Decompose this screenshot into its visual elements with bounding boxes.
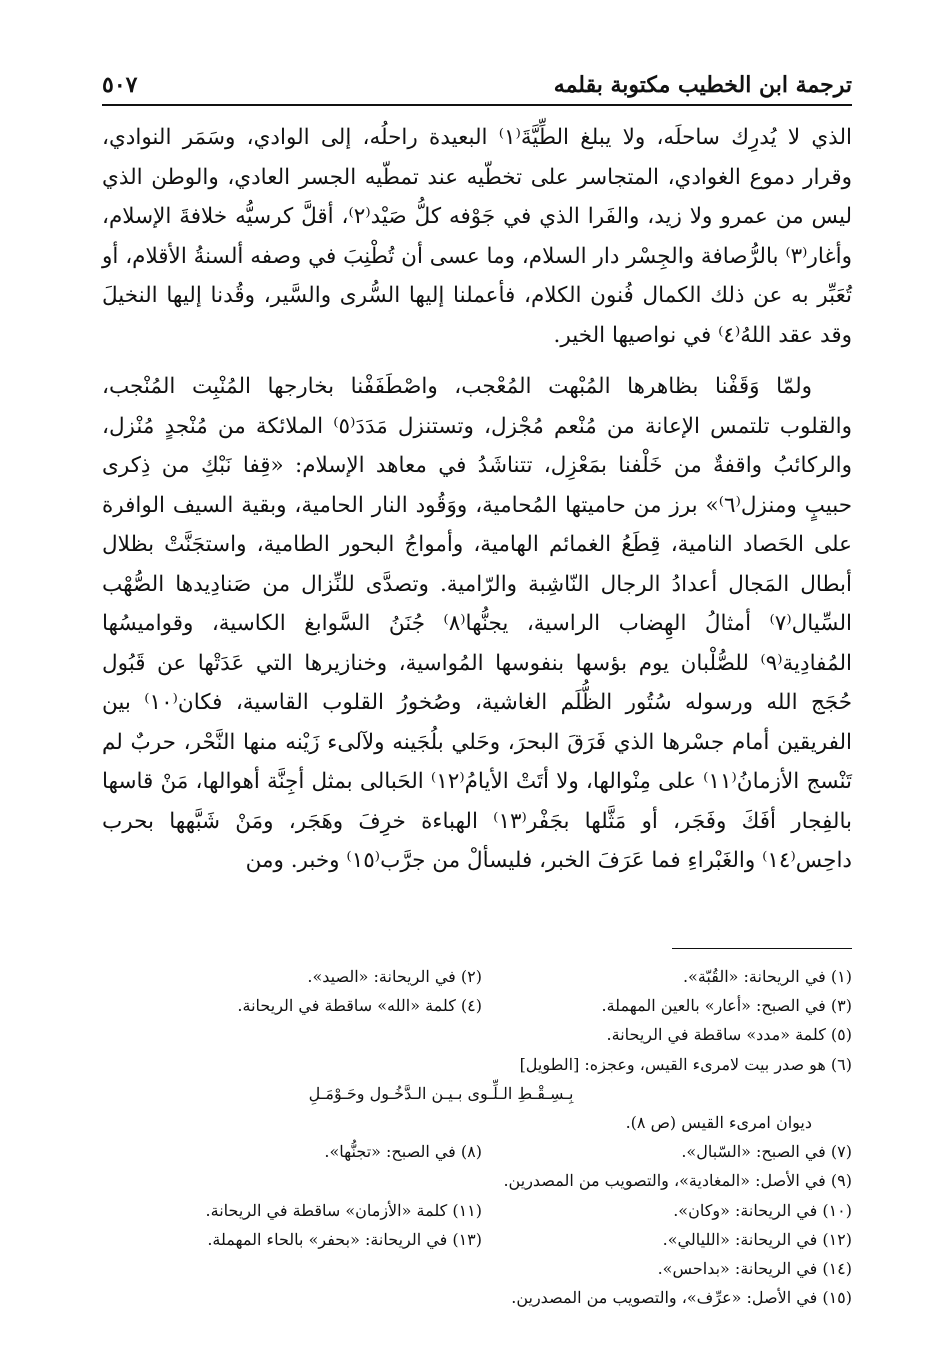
footnote-1: (١) في الريحانة: «القُبّة».: [682, 967, 852, 986]
footnote-15: (١٥) في الأصل: «عرِّف»، والتصويب من المصدرين.: [511, 1288, 852, 1308]
main-text: [102, 118, 852, 881]
footnote-12: (١٢) في الريحانة: «الليالي».: [662, 1229, 852, 1249]
running-title: ترجمة ابن الخطيب مكتوبة بقلمه: [553, 72, 852, 98]
paragraph-2: ولمّا وَقَفْنا بظاهرها المُبْهت المُعْجب، واصْطَفَفْنا بخارجها المُنْبِت المُنْجب، والقلوب تلتمس الإعانة من مُنْعم مُجْزل، وتستنزل مَدَدَ⁽٥⁾ الملائكة من مُنْجدٍ مُنْزل، والركائبُ واقفةٌ من خَلْفنا بمَعْزِل، تتناشَدُ في معاهد الإسلام: «قِفا نَبْكِ من ذِكرى حبيبٍ ومنزل⁽٦⁾» برز من حاميتها المُحامية، ووَقُود النار الحامية، وبقية السيف الوافرة على الحَصاد النامية، قِطَعُ الغمائم الهامية، وأمواجُ البحور الطامية، واستجَنَّتْ بظلال أبطال المَجال أعدادُ الرجال النّاشِبة والرّامية. وتصدَّى للنِّزال من صَنادِيدها الصُّهْب السِّيال⁽٧⁾ أمثالُ الهِضاب الراسية، يجنُّها⁽٨⁾ جُنَنُ السَّوابغ الكاسية، وقواميسُها المُفادِية⁽٩⁾ للصُّلْبان يوم بؤسها بنفوسها المُواسية، وخنازيرها التي عَدَتْها عن قَبُول حُجَج الله ورسوله سُتُور الظُّلَم الغاشية، وصُخورُ القلوب القاسية، فكان⁽١٠⁾ بين الفريقين أمام جسْرها الذي فَرَقَ البحرَ، وحَلي بلُجَينه ولآلىء زَيْنه منها النَّحْر، حربٌ لم تَنْسج الأزمانُ⁽١١⁾ على مِنْوالها، ولا أتَتْ الأيامُ⁽١٢⁾ الحَبالى بمثل أجِنَّة أهوالها، مَنْ قاسها بالفِجار أفَكَ وفَجَر، أو مَثَّلها بجَفْر⁽١٣⁾ الهباءة خرِفَ وهَجَر، ومَنْ شَبَّهها بحرب داحِس⁽١٤⁾ والغَبْراءِ فما عَرَفَ الخبر، فليسألْ من جرَّب⁽١٥⁾ وخبر. ومن: [102, 374, 853, 873]
footnote-11: (١١) كلمة «الأزمان» ساقطة في الريحانة.: [205, 1200, 482, 1220]
footnote-3: (٣) في الصبح: «أعار» بالعين المهملة.: [601, 996, 852, 1016]
footnote-row: [110, 991, 852, 1020]
footnote-row: [110, 1137, 852, 1166]
footnote-row: [110, 962, 852, 991]
running-header: [102, 62, 852, 98]
page-number: ٥٠٧: [102, 72, 138, 98]
footnote-14: (١٤) في الريحانة: «بداحس».: [657, 1259, 852, 1279]
footnote-8: (٨) في الصبح: «تجنُّها».: [324, 1142, 482, 1162]
footnote-7: (٧) في الصبح: «السّبال».: [681, 1142, 852, 1162]
footnote-row: [110, 1196, 852, 1225]
footnote-separator: [672, 948, 852, 949]
footnote-13: (١٣) في الريحانة: «بحفر» بالحاء المهملة.: [207, 1229, 482, 1249]
footnote-10: (١٠) في الريحانة: «وكان».: [673, 1200, 852, 1220]
header-rule: [102, 104, 852, 106]
footnote-6-verse: بِـسِـقْـطِ الـلِّـوى بـيـن الـدَّخُـول وحَـوْمَـلِ: [308, 1083, 574, 1103]
footnotes: [110, 962, 852, 1312]
footnote-9: (٩) في الأصل: «المغادية»، والتصويب من المصدرين.: [503, 1171, 852, 1191]
footnote-6: (٦) هو صدر بيت لامرىء القيس، وعجزه: [الطويل]: [519, 1054, 852, 1074]
footnote-row: [110, 1225, 852, 1254]
footnote-2: (٢) في الريحانة: «الصيد».: [307, 967, 482, 986]
footnote-4: (٤) كلمة «الله» ساقطة في الريحانة.: [237, 996, 482, 1016]
paragraph-1: الذي لا يُدرِك ساحلَه، ولا يبلغ الطِّيَّةَ⁽١⁾ البعيدة راحلُه، إلى الوادي، وسَمَر النوادي، وقرار دموع الغوادي، المتجاسر على تخطّيه عند تمطّيه الجسر العادي، والوطن الذي ليس من عمرو ولا زيد، والفَرا الذي في جَوْفه كلُّ صَيْد⁽٢⁾، أقلَّ كرسيُّه خلافةَ الإسلام، وأغار⁽٣⁾ بالرُّصافة والجِسْر دار السلام، وما عسى أن تُطْنِبَ في وصفه ألسنةُ الأقلام، أو تُعَبِّر به عن ذلك الكمال فُنون الكلام، فأعملنا إليها السُّرى والسَّير، وقُدنا إليها النخيلَ وقد عقد اللهُ⁽٤⁾ في نواصيها الخير.: [102, 125, 852, 348]
footnote-6-source: ديوان امرىء القيس (ص ٨).: [625, 1113, 812, 1133]
footnote-5: (٥) كلمة «مدد» ساقطة في الريحانة.: [606, 1025, 852, 1045]
